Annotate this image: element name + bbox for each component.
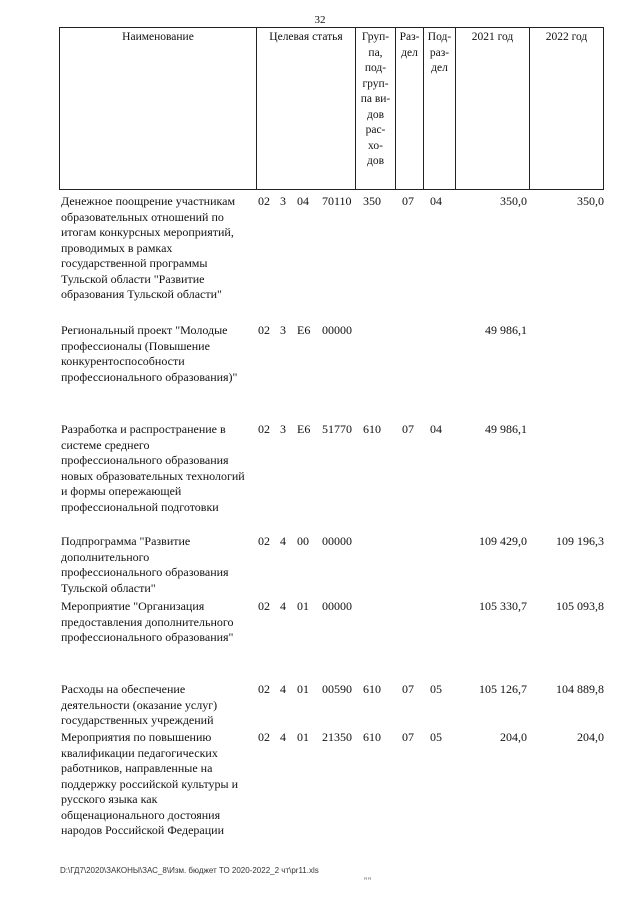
header-line: дов xyxy=(366,155,385,167)
header-year-2021: 2021 год xyxy=(456,28,530,190)
header-line: под- xyxy=(364,62,387,74)
header-line: хо- xyxy=(368,139,383,152)
header-subsection xyxy=(424,28,456,190)
page-number: 32 xyxy=(314,14,326,26)
code-direction: 00000 xyxy=(322,599,352,613)
header-year-2022: 2022 год xyxy=(530,28,604,190)
header-line: груп- xyxy=(362,77,389,90)
expense-group: 610 xyxy=(363,682,381,696)
row-name: Мероприятия по повышению квалификации педагогических работников, направленные на поддержку российской культуры и русского языка как общенационального достояния народов Российской Федерации xyxy=(61,730,239,837)
section-code: 07 xyxy=(402,422,414,436)
amount-2022: 105 093,8 xyxy=(556,599,604,613)
footer-mark: ”” xyxy=(364,876,372,886)
amount-2021: 350,0 xyxy=(500,194,527,208)
header-line: Под- xyxy=(427,31,452,43)
code-event: 01 xyxy=(297,682,309,696)
code-direction: 21350 xyxy=(322,730,352,744)
code-program: 02 xyxy=(258,534,270,548)
code-program: 02 xyxy=(258,599,270,613)
subsection-code: 04 xyxy=(430,422,442,436)
header-line: па ви- xyxy=(360,93,391,105)
code-event: 04 xyxy=(297,194,309,208)
header-line: Груп- xyxy=(361,31,390,43)
code-subprogram: 4 xyxy=(280,730,286,744)
code-subprogram: 3 xyxy=(280,194,286,208)
subsection-code: 05 xyxy=(430,682,442,696)
code-event: 01 xyxy=(297,730,309,744)
code-program: 02 xyxy=(258,730,270,744)
header-section xyxy=(396,28,424,190)
row-name: Денежное поощрение участникам образовательных отношений по итогам конкурсных мероприятий, проводимых в рамках государственной программы Тульской области "Развитие образования Тульской области" xyxy=(61,194,236,301)
row-name: Подпрограмма "Развитие дополнительного профессионального образования Тульской области" xyxy=(61,534,229,595)
amount-2021: 105 126,7 xyxy=(479,682,527,696)
amount-2021: 109 429,0 xyxy=(479,534,527,548)
section-code: 07 xyxy=(402,194,414,208)
header-target: Целевая статья xyxy=(257,28,356,190)
file-path-footer: D:\ГД7\2020\ЗАКОНЫ\ЗАС_8\Изм. бюджет ТО 2020-2022_2 чт\pr11.xls xyxy=(60,866,319,875)
subsection-code: 05 xyxy=(430,730,442,744)
header-line: па, xyxy=(368,46,383,59)
amount-2021: 204,0 xyxy=(500,730,527,744)
code-event: Е6 xyxy=(297,422,311,436)
header-name: Наименование xyxy=(60,28,257,190)
header-line: дел xyxy=(431,62,448,74)
amount-2021: 49 986,1 xyxy=(485,422,527,436)
code-event: 01 xyxy=(297,599,309,613)
header-line: рас- xyxy=(365,124,386,136)
amount-2021: 49 986,1 xyxy=(485,323,527,337)
header-line: раз- xyxy=(429,46,450,59)
section-code: 07 xyxy=(402,682,414,696)
expense-group: 610 xyxy=(363,730,381,744)
expense-group: 350 xyxy=(363,194,381,208)
code-program: 02 xyxy=(258,682,270,696)
row-name: Мероприятие "Организация предоставления дополнительного профессионального образования" xyxy=(61,599,234,644)
code-direction: 70110 xyxy=(322,194,352,208)
expense-group: 610 xyxy=(363,422,381,436)
row-name: Расходы на обеспечение деятельности (оказание услуг) государственных учреждений xyxy=(61,682,218,727)
code-direction: 00000 xyxy=(322,534,352,548)
code-direction: 00000 xyxy=(322,323,352,337)
code-subprogram: 4 xyxy=(280,599,286,613)
code-direction: 00590 xyxy=(322,682,352,696)
code-program: 02 xyxy=(258,194,270,208)
code-subprogram: 4 xyxy=(280,682,286,696)
code-subprogram: 4 xyxy=(280,534,286,548)
code-event: 00 xyxy=(297,534,309,548)
amount-2022: 350,0 xyxy=(577,194,604,208)
row-name: Региональный проект "Молодые профессионалы (Повышение конкурентоспособности профессионального образования)" xyxy=(61,323,238,384)
header-line: дел xyxy=(401,46,418,59)
header-group xyxy=(356,28,396,190)
code-subprogram: 3 xyxy=(280,323,286,337)
code-subprogram: 3 xyxy=(280,422,286,436)
code-program: 02 xyxy=(258,323,270,337)
header-line: Раз- xyxy=(399,31,420,43)
amount-2022: 109 196,3 xyxy=(556,534,604,548)
header-line: дов xyxy=(366,108,385,121)
subsection-code: 04 xyxy=(430,194,442,208)
code-direction: 51770 xyxy=(322,422,352,436)
amount-2021: 105 330,7 xyxy=(479,599,527,613)
section-code: 07 xyxy=(402,730,414,744)
row-name: Разработка и распространение в системе среднего профессионального образования новых образовательных технологий и формы опережающей профессиональной подготовки xyxy=(61,422,245,514)
amount-2022: 104 889,8 xyxy=(556,682,604,696)
code-program: 02 xyxy=(258,422,270,436)
amount-2022: 204,0 xyxy=(577,730,604,744)
table-header xyxy=(59,27,604,190)
code-event: Е6 xyxy=(297,323,311,337)
